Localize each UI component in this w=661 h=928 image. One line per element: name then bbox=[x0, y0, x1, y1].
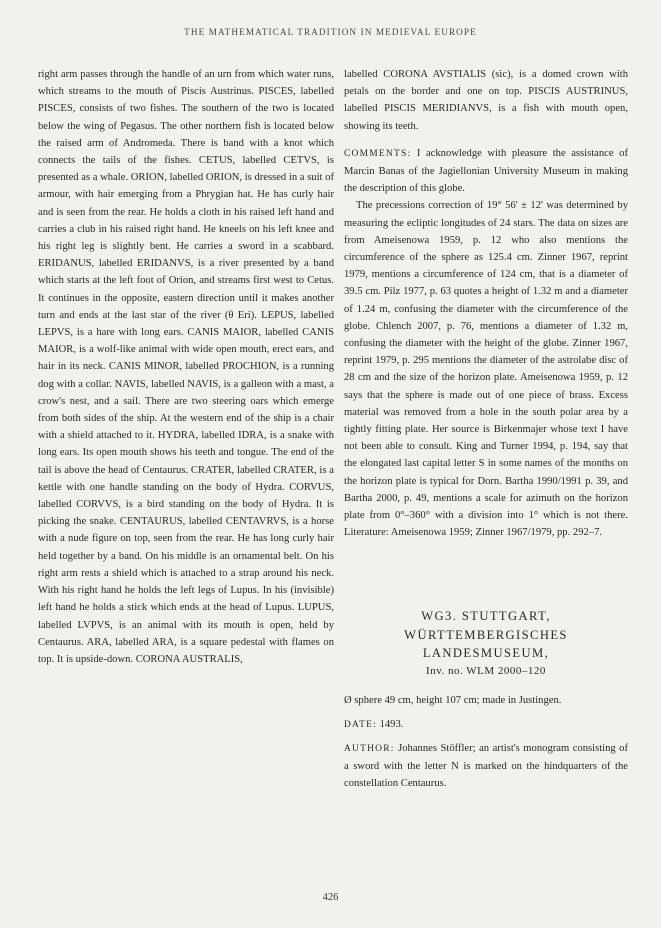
catalogue-entry-heading bbox=[344, 607, 628, 680]
constellation-continuation: labelled CORONA AVSTIALIS (sic), is a domed crown with petals on the border and one on top. PISCIS AUSTRINUS, labelled PISCIS MERIDIANVS, is a fish with mouth open, showing its teeth. bbox=[344, 69, 628, 132]
date-label: DATE: bbox=[344, 719, 377, 730]
heading-line-1: WG3. STUTTGART, bbox=[421, 609, 551, 624]
left-column-text: right arm passes through the handle of an urn from which water runs, which streams to the mouth of Piscis Austrinus. PISCES, labelled PISCES, consists of two fishes. The southern of the two is located below the wing of Pegasus. The other northern fish is located below the raised arm of Andromeda. There is band with a knot which connects the tails of the fishes. CETUS, labelled CETVS, is presented as a whale. ORION, labelled ORION, is dressed in a suit of armour, with hair emerging from a Phrygian hat. He has curly hair and is seen from the rear. He holds a cloth in his raised left hand and carries a club in his raised right hand. He kneels on his left knee and his right leg is slightly bent. He carries a sword in a scabbard. ERIDANUS, labelled ERIDANVS, is a river presented by a band which starts at the left foot of Orion, and streams first west to Cetus. It continues in the opposite, eastern direction until it makes another turn and ends at the last star of the river (θ Eri). LEPUS, labelled LEPVS, is a hare with long ears. CANIS MAIOR, labelled CANIS MAIOR, is a wolf-like animal with wide open mouth, erect ears, and hair in its neck. CANIS MINOR, labelled PROCHION, is a running dog with a collar. NAVIS, labelled NAVIS, is a galleon with a mast, a crow's nest, and a sail. There are two steering oars which emerge from both sides of the ship. At the western end of the ship is a chair with a shield attached to it. HYDRA, labelled IDRA, is a snake with long ears. Its open mouth shows his teeth and tongue. The end of the tail is above the head of Centaurus. CRATER, labelled CRATER, is a kettle with one handle standing on the body of Hydra. CORVUS, labelled CORVVS, is a bird standing on the body of Hydra. It is picking the snake. CENTAURUS, labelled CENTAVRVS, is a horse with a nude figure on top, seen from the rear. He has long curly hair held together by a band. On his middle is an ornamental belt. On his right arm rests a shield which is attached to a strap around his neck. With his right hand he holds the left legs of Lupus. In his (invisible) left hand he holds a stick which ends at the head of Lupus. LUPUS, labelled LVPVS, is an animal with its mouth is open, held by Centaurus. ARA, labelled ARA, is a square pedestal with flames on top. It is upside-down. CORONA AUSTRALIS, bbox=[38, 69, 334, 665]
comments-label: COMMENTS: bbox=[344, 148, 412, 159]
date-line bbox=[344, 716, 628, 734]
right-column bbox=[344, 66, 628, 792]
date-value: 1493. bbox=[379, 718, 404, 730]
heading-line-3: LANDESMUSEUM, bbox=[422, 645, 550, 660]
heading-line-2: WÜRTTEMBERGISCHES bbox=[404, 627, 568, 642]
notes-paragraph: The precessions correction of 19° 56' ± 12' was determined by measuring the ecliptic longitudes of 24 stars. The data on sizes are from Ameisenowa 1959, p. 12 who also mentions the circumference of the sphere as 125.4 cm. Zinner 1967, reprint 1979, mentions a circumference of 124 cm, that is a diameter of 39.5 cm. Pilz 1977, p. 63 quotes a height of 1.32 m and a diameter of 1.24 m, confusing the diameter with the circumference of the globe. Chlench 2007, p. 76, mentions a diameter of 1.32 m, confusing the diameter with the height of the globe. Zinner 1967, reprint 1979, p. 295 mentions the diameter of the astrolabe disc of 28 cm and the size of the horizon plate. Ameisenowa 1959, p. 12 says that the sphere is made out of one piece of brass. Excess material was removed from a hole in the south polar area by a tightly fitting plate. Her source is Birkenmajer whose text I have not been able to consult. King and Turner 1994, p. 194, say that the elongated last capital letter S in some names of the months on the horizon plate is typical for Dorn. Bartha 1990/1991 p. 39, and Bartha 2000, p. 49, mentions a scale for azimuth on the horizon plate from 0°–360° with a division into 1° which is not there. Literature: Ameisenowa 1959; Zinner 1967/1979, pp. 292–7. bbox=[344, 200, 628, 539]
author-text: Johannes Stöffler; an artist's monogram consisting of a sword with the letter N is marked on the hindquarters of the constellation Centaurus. bbox=[344, 742, 628, 790]
author-paragraph bbox=[344, 740, 628, 793]
left-column bbox=[38, 66, 334, 668]
page-number: 426 bbox=[322, 892, 339, 903]
comments-paragraph bbox=[344, 145, 628, 198]
inventory-number: Inv. no. WLM 2000–120 bbox=[426, 665, 546, 678]
running-head: THE MATHEMATICAL TRADITION IN MEDIEVAL EUROPE bbox=[184, 27, 477, 37]
author-label: AUTHOR: bbox=[344, 743, 395, 754]
sphere-dimensions: Ø sphere 49 cm, height 107 cm; made in Justingen. bbox=[344, 695, 562, 707]
comments-text: I acknowledge with pleasure the assistance of Marcin Banas of the Jagiellonian University Museum in making the description of this globe. bbox=[344, 147, 628, 195]
